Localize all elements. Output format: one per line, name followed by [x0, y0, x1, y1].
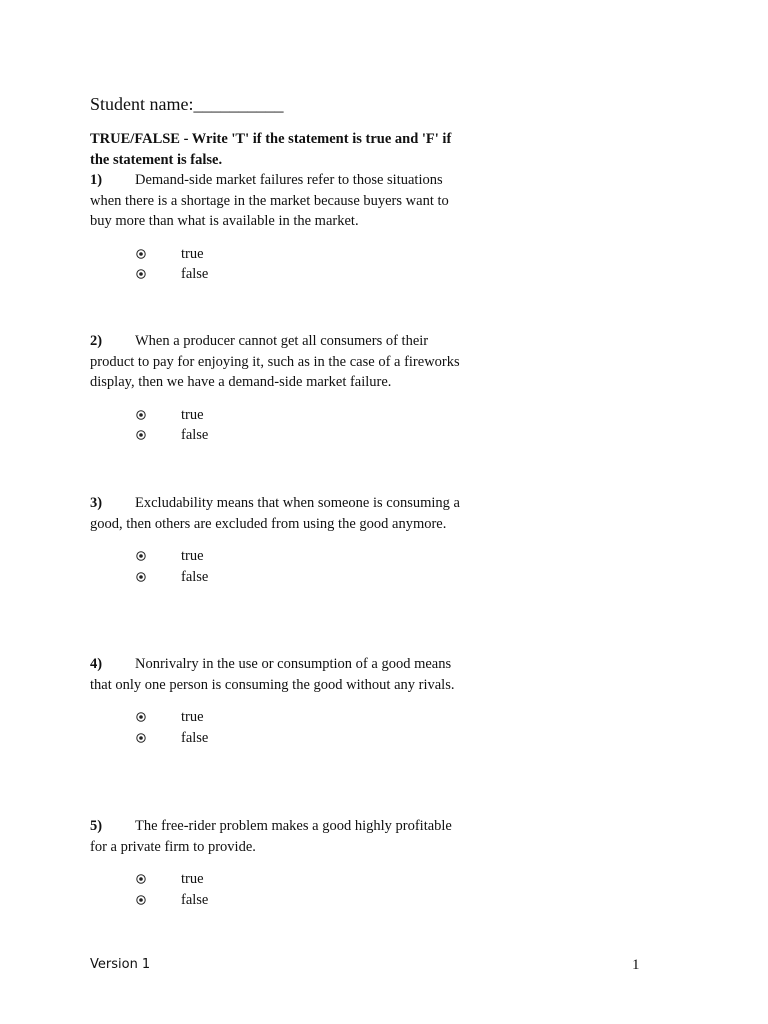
- option-label: false: [181, 427, 209, 443]
- question-2: [90, 331, 472, 446]
- radio-circle-icon[interactable]: [136, 269, 146, 279]
- answer-options: [90, 707, 472, 748]
- option-label: true: [181, 709, 204, 725]
- radio-circle-icon[interactable]: [136, 572, 146, 582]
- option-label: true: [181, 871, 204, 887]
- radio-circle-icon[interactable]: [136, 249, 146, 259]
- answer-options: [90, 244, 472, 285]
- question-number: 1): [90, 172, 103, 188]
- option-label: true: [181, 406, 204, 423]
- option-true[interactable]: [90, 869, 472, 890]
- radio-circle-icon[interactable]: [136, 733, 146, 743]
- footer-version: Version 1: [90, 957, 151, 972]
- question-text: [90, 816, 472, 857]
- option-label: false: [181, 568, 209, 585]
- option-label: true: [181, 548, 204, 564]
- question-3: [90, 493, 472, 587]
- option-true[interactable]: [90, 244, 472, 265]
- question-statement: Excludability means that when someone is consuming a good, then others are excluded from using the good anymore.: [90, 495, 460, 532]
- radio-circle-icon[interactable]: [136, 430, 146, 440]
- option-true[interactable]: [90, 707, 472, 728]
- option-false[interactable]: [90, 264, 472, 285]
- question-text: [90, 654, 472, 695]
- answer-options: [90, 546, 472, 587]
- radio-circle-icon[interactable]: [136, 551, 146, 561]
- page-number: 1: [632, 957, 640, 973]
- radio-circle-icon[interactable]: [136, 895, 146, 905]
- question-statement: When a producer cannot get all consumers of their product to pay for enjoying it, such as in the case of a fireworks display, then we have a demand-side market failure.: [90, 333, 460, 390]
- question-1: [90, 170, 472, 285]
- option-false[interactable]: [90, 728, 472, 749]
- question-number: 5): [90, 818, 103, 834]
- option-label: false: [181, 891, 209, 908]
- question-statement: Demand-side market failures refer to those situations when there is a shortage in the market because buyers want to buy more than what is available in the market.: [90, 172, 449, 229]
- option-label: false: [181, 266, 209, 282]
- question-statement: Nonrivalry in the use or consumption of a good means that only one person is consuming the good without any rivals.: [90, 656, 455, 693]
- instructions: TRUE/FALSE - Write 'T' if the statement is true and 'F' if the statement is false.: [90, 131, 452, 168]
- question-4: [90, 654, 472, 748]
- radio-circle-icon[interactable]: [136, 712, 146, 722]
- option-true[interactable]: [90, 405, 472, 426]
- question-text: [90, 170, 472, 232]
- question-5: [90, 816, 472, 910]
- question-number: 4): [90, 656, 103, 672]
- answer-options: [90, 405, 472, 446]
- question-statement: The free-rider problem makes a good highly profitable for a private firm to provide.: [90, 818, 452, 855]
- question-text: [90, 493, 472, 534]
- answer-options: [90, 869, 472, 910]
- option-false[interactable]: [90, 425, 472, 446]
- option-false[interactable]: [90, 567, 472, 588]
- radio-circle-icon[interactable]: [136, 410, 146, 420]
- option-true[interactable]: [90, 546, 472, 567]
- question-text: [90, 331, 472, 393]
- question-number: 2): [90, 333, 103, 349]
- option-false[interactable]: [90, 890, 472, 911]
- option-label: true: [181, 245, 204, 262]
- option-label: false: [181, 729, 209, 746]
- student-name-line: Student name:__________: [90, 94, 284, 114]
- question-number: 3): [90, 495, 103, 511]
- radio-circle-icon[interactable]: [136, 874, 146, 884]
